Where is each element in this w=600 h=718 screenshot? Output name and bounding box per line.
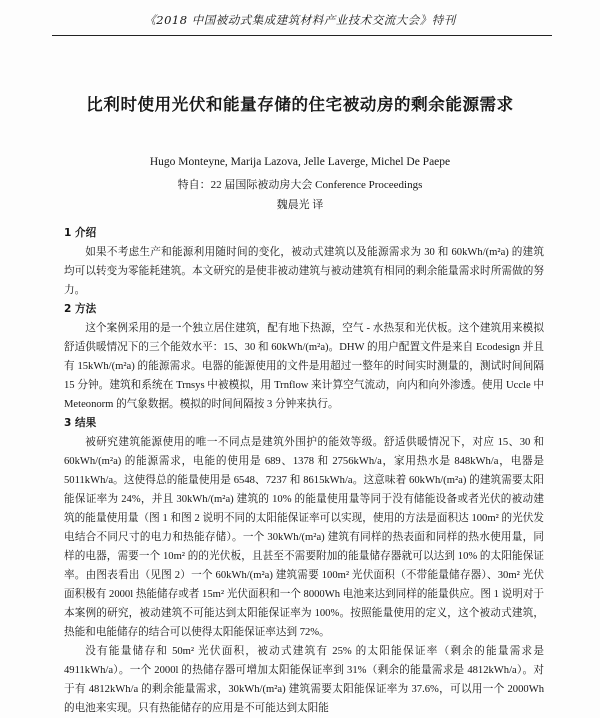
header-rule: [52, 35, 552, 36]
authors: Hugo Monteyne, Marija Lazova, Jelle Laverge, Michel De Paepe: [149, 156, 451, 168]
paper-body: [64, 224, 547, 718]
paragraph: 没有能量储存和 50m² 光伏面积，被动式建筑有 25% 的太阳能保证率（剩余的能量需求是 4911kWh/a）。一个 2000l 的热储存器可增加太阳能保证率到 31%（剩余的能量需求是 4812kWh/a）。对于有 4812kWh/a 的剩余能量需求，30kWh/(m²a) 建筑需要太阳能保证率为 37.6%，可以用一个 2000Wh 的电池来实现。只有热能储存的应用是不可能达到太阳能: [64, 646, 547, 714]
source-note: 特自：22 届国际被动房大会 Conference Proceedings: [177, 179, 423, 191]
section-heading: 2 方法: [64, 303, 97, 315]
section-heading: 1 介绍: [64, 227, 97, 239]
section-introduction: [64, 224, 544, 300]
journal-header: 《2018 中国被动式集成建筑材料产业技术交流大会》特刊: [144, 13, 456, 27]
paper-title: 比利时使用光伏和能量存储的住宅被动房的剩余能源需求: [86, 95, 514, 114]
paragraph: 如果不考虑生产和能源利用随时间的变化，被动式建筑以及能源需求为 30 和 60kWh/(m²a) 的建筑均可以转变为零能耗建筑。本文研究的是使非被动建筑与被动建筑有相同的剩余能量需求时所需做的努力。: [64, 247, 544, 296]
paragraph: 这个案例采用的是一个独立居住建筑，配有地下热源，空气 - 水热泵和光伏板。这个建筑用来模拟舒适供暖情况下的三个能效水平：15、30 和 60kWh/(m²a)。DHW 的用户配置文件是来自 Ecodesign 并且有 15kWh/(m²a) 的能源需求。电器的能源使用的文件是用超过一整年的时间实时测量的，测试时间间隔 15 分钟。建筑和系统在 Trnsys 中被模拟，用 Trnflow 来计算空气流动，向内和向外渗透。使用 Uccle 中 Meteonorm 的气象数据。模拟的时间间隔按 3 分钟来执行。: [64, 323, 547, 410]
paragraph: 被研究建筑能源使用的唯一不同点是建筑外围护的能效等级。舒适供暖情况下，对应 15、30 和 60kWh/(m²a) 的能源需求，电能的使用是 689、1378 和 2756kWh/a，家用热水是 848kWh/a，电器是 5011kWh/a。这使得总的能量使用是 6548、7237 和 8615kWh/a。这意味着 60kWh/(m²a) 的建筑需要太阳能保证率为 24%，并且 30kWh/(m²a) 建筑的 10% 的能量使用量等同于没有储能设备或者光伏的被动建筑的能量使用量（图 1 和图 2 说明不同的太阳能保证率可以实现，使用的方法是面积达 100m² 的光伏发电结合不同尺寸的电力和热能存储）。一个 30kWh/(m²a) 建筑有同样的热表面和同样的热水使用量，同样的电器，需要一个 10m² 的的光伏板，且甚至不需要附加的能量储存器就可以达到 10% 的太阳能保证率。由图表看出（见图 2）一个 60kWh/(m²a) 建筑需要 100m² 光伏面积（不带能量储存器）、30m² 光伏面积极有 2000l 热能储存或者 15m² 光伏面积和一个 8000Wh 电池来达到同样的能量供应。图 1 说明对于本案例的研究，被动建筑不可能达到太阳能保证率为 100%。按照能量使用的定义，这个被动式建筑，热能和电能储存的结合可以使得太阳能保证率达到 72%。: [64, 437, 547, 638]
section-method: [64, 300, 547, 414]
translator: 魏晨光 译: [276, 199, 324, 211]
section-heading: 3 结果: [64, 417, 97, 429]
section-results: [64, 414, 547, 718]
